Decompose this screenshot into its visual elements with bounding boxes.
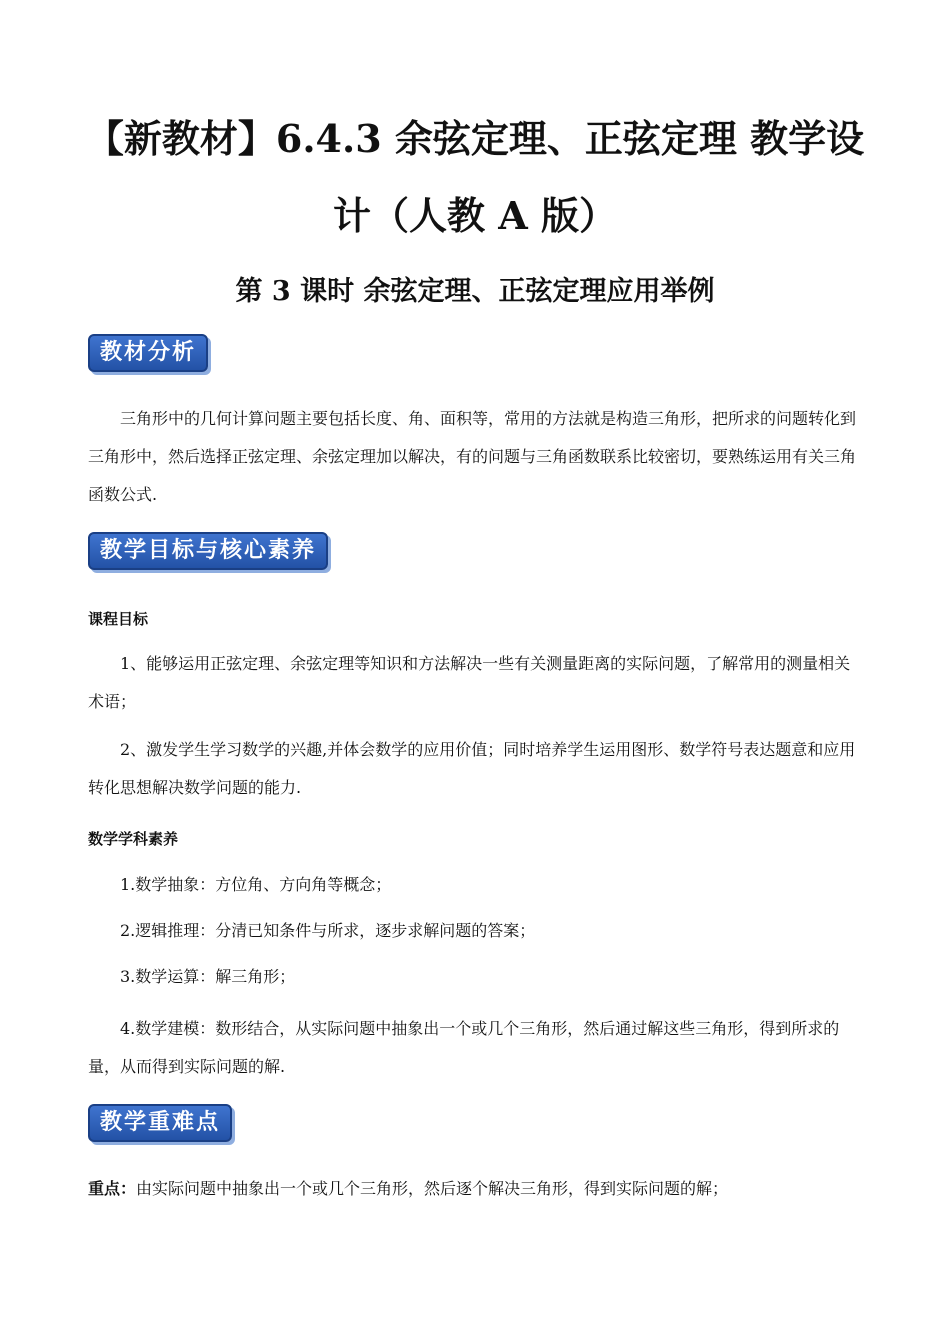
section-badge-key-points: 教学重难点	[88, 1104, 232, 1142]
analysis-paragraph: 三角形中的几何计算问题主要包括长度、角、面积等，常用的方法就是构造三角形，把所求的问题转化到三角形中，然后选择正弦定理、余弦定理加以解决，有的问题与三角函数联系比较密切，要熟练运用有关三角函数公式.	[88, 409, 857, 504]
key-point-text: 由实际问题中抽象出一个或几个三角形，然后逐个解决三角形，得到实际问题的解；	[136, 1179, 729, 1198]
literacy-item-1: 1.数学抽象：方位角、方向角等概念；	[120, 875, 392, 894]
math-literacy-heading: 数学学科素养	[88, 830, 179, 848]
course-goal-item-1: 1、能够运用正弦定理、余弦定理等知识和方法解决一些有关测量距离的实际问题，了解常用的测量相关术语；	[88, 654, 851, 711]
literacy-item-3: 3.数学运算：解三角形；	[120, 967, 296, 986]
course-goals-heading: 课程目标	[88, 610, 149, 628]
section-badge-analysis: 教材分析	[88, 334, 208, 372]
document-title-line-1: 【新教材】6.4.3 余弦定理、正弦定理 教学设	[85, 116, 865, 161]
key-point-label: 重点：	[88, 1179, 137, 1198]
literacy-item-4: 4.数学建模：数形结合，从实际问题中抽象出一个或几个三角形，然后通过解这些三角形，得到所求的量，从而得到实际问题的解.	[88, 1019, 840, 1076]
document-title-line-2: 计（人教 A 版）	[333, 193, 617, 238]
literacy-item-2: 2.逻辑推理：分清已知条件与所求，逐步求解问题的答案；	[120, 921, 536, 940]
key-point-paragraph	[88, 1170, 863, 1208]
course-goal-item-2: 2、激发学生学习数学的兴趣,并体会数学的应用价值；同时培养学生运用图形、数学符号表达题意和应用转化思想解决数学问题的能力.	[88, 740, 856, 797]
lesson-subtitle: 第 3 课时 余弦定理、正弦定理应用举例	[235, 276, 715, 307]
section-badge-goals: 教学目标与核心素养	[88, 532, 328, 570]
